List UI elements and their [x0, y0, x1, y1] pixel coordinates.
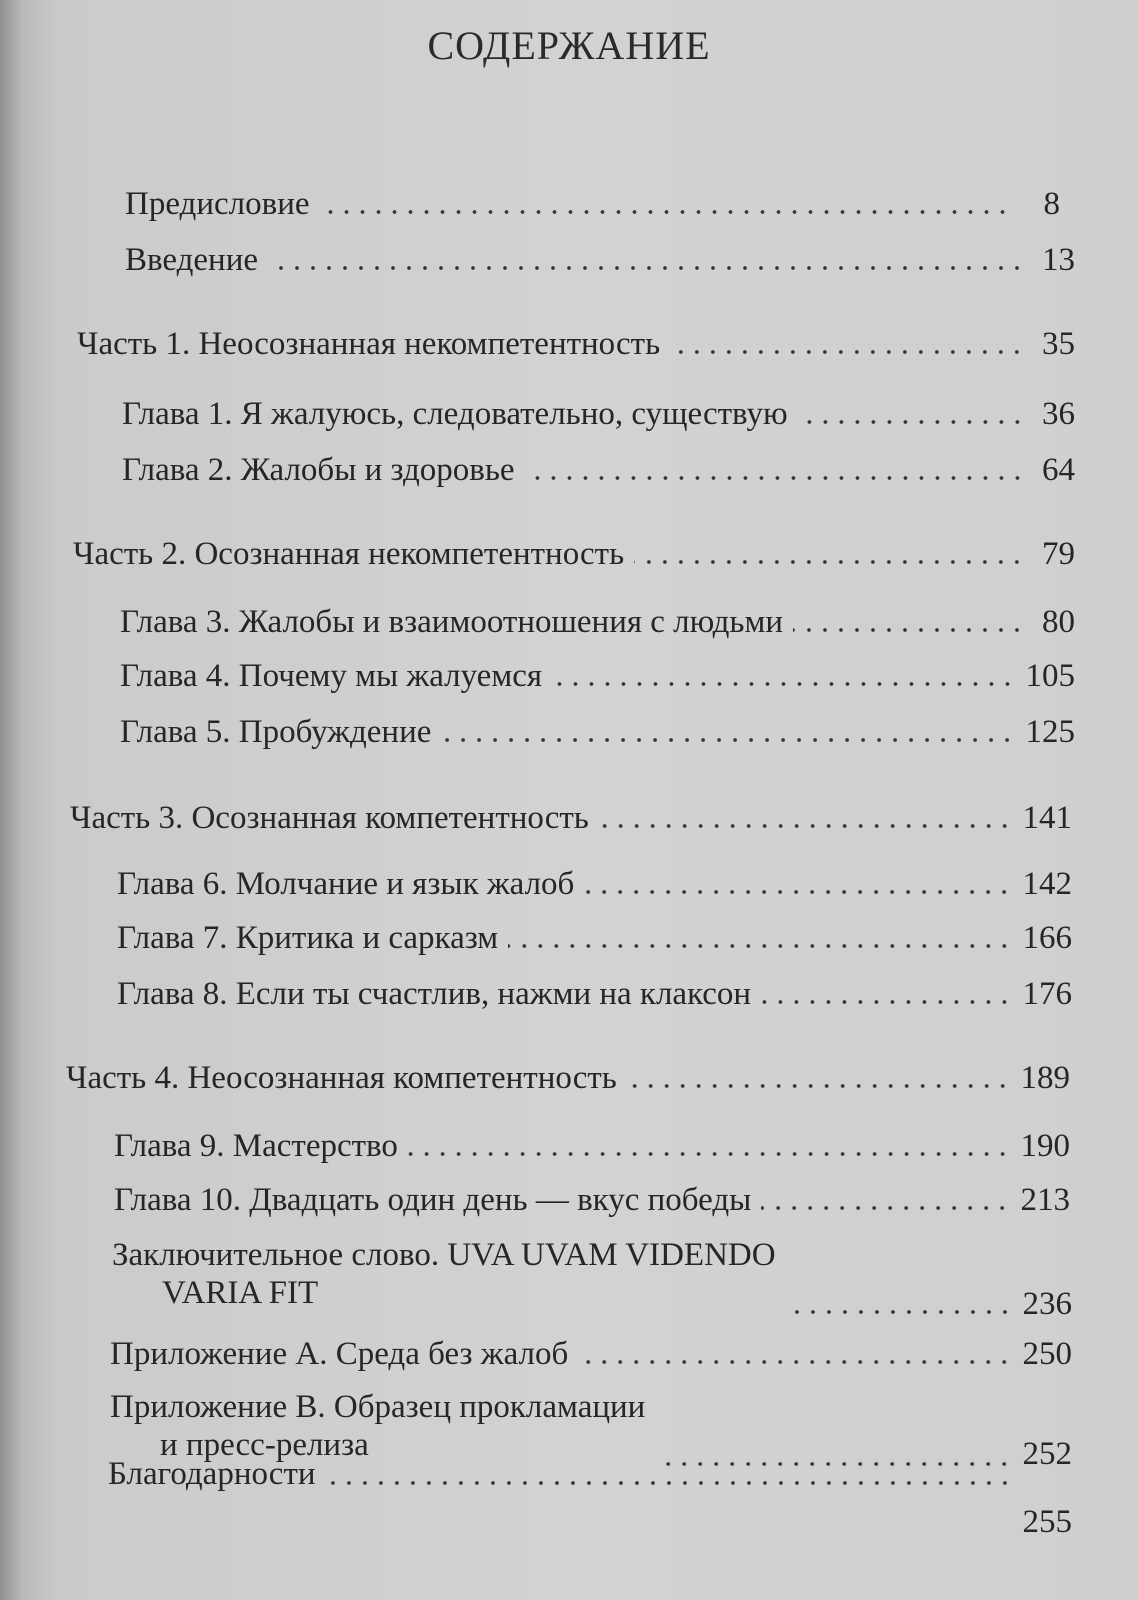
toc-entry-acknowledgements[interactable] [108, 1450, 1072, 1546]
dot-leader [408, 1151, 1011, 1157]
toc-entry-label-line2: VARIA FIT [162, 1275, 319, 1311]
toc-entry-label: Приложение А. Среда без жалоб [110, 1336, 569, 1372]
toc-entry-page: 79 [1042, 536, 1075, 572]
toc-entry-page: 252 [1022, 1436, 1072, 1472]
toc-entry-page: 64 [1042, 452, 1075, 488]
toc-entry-chapter-3[interactable] [120, 594, 1075, 642]
dot-leader [761, 1205, 1010, 1211]
dot-leader [441, 737, 1015, 743]
toc-entry-label: Глава 5. Пробуждение [120, 714, 432, 750]
toc-entry-page: 189 [1020, 1060, 1070, 1096]
toc-entry-page: 213 [1020, 1182, 1070, 1218]
toc-entry-page: 13 [1042, 242, 1075, 278]
toc-entry-part-1[interactable] [77, 316, 1075, 364]
toc-entry-page: 35 [1042, 326, 1075, 362]
dot-leader [786, 1309, 1013, 1315]
dot-leader [634, 559, 1025, 565]
toc-entry-page: 141 [1022, 800, 1072, 836]
dot-leader [627, 1083, 1011, 1089]
dot-leader [761, 999, 1012, 1005]
dot-leader [508, 943, 1012, 949]
toc-entry-label: Часть 2. Осознанная некомпетентность [73, 536, 625, 572]
toc-entry-label: Часть 4. Неосознанная компетентность [66, 1060, 617, 1096]
toc-entry-label: Часть 1. Неосознанная некомпетентность [77, 326, 661, 362]
toc-entry-label-line1: Приложение В. Образец прокламации [110, 1389, 646, 1425]
toc-entry-chapter-10[interactable] [114, 1172, 1070, 1220]
toc-entry-chapter-6[interactable] [117, 856, 1072, 904]
toc-entry-label [112, 1236, 776, 1312]
dot-leader [599, 823, 1013, 829]
toc-entry-label: Глава 6. Молчание и язык жалоб [117, 866, 575, 902]
toc-entry-page: 36 [1042, 396, 1075, 432]
toc-entry-page: 255 [1022, 1504, 1072, 1540]
toc-entry-label: Глава 1. Я жалуюсь, следовательно, существую [122, 396, 788, 432]
page-title: СОДЕРЖАНИЕ [427, 23, 711, 68]
toc-entry-label: Глава 2. Жалобы и здоровье [122, 452, 515, 488]
toc-entry-closing-word[interactable] [112, 1222, 1072, 1322]
toc-entry-page: 166 [1022, 920, 1072, 956]
toc-entry-label-line2: и пресс-релиза [160, 1427, 369, 1463]
dot-leader [320, 209, 1011, 215]
toc-entry-label-line1: Заключительное слово. UVA UVAM VIDENDO [112, 1237, 776, 1273]
dot-leader [525, 475, 1025, 481]
toc-entry-chapter-2[interactable] [122, 442, 1075, 490]
toc-entry-label: Предисловие [125, 186, 310, 222]
toc-entry-preface[interactable] [125, 176, 1060, 224]
toc-entry-label: Глава 8. Если ты счастлив, нажми на клаксон [117, 976, 752, 1012]
toc-entry-label: Введение [125, 242, 259, 278]
toc-entry-introduction[interactable] [125, 232, 1075, 280]
dot-leader [552, 681, 1015, 687]
toc-entry-part-2[interactable] [73, 526, 1075, 574]
toc-entry-label: Часть 3. Осознанная компетентность [70, 800, 589, 836]
toc-entry-page: 8 [1043, 186, 1060, 222]
toc-entry-page: 190 [1020, 1128, 1070, 1164]
dot-leader [268, 265, 1025, 271]
toc-entry-page: 142 [1022, 866, 1072, 902]
toc-entry-page: 236 [1022, 1286, 1072, 1322]
toc-entry-label: Благодарности [108, 1456, 316, 1492]
toc-entry-chapter-8[interactable] [117, 966, 1072, 1014]
toc-entry-part-3[interactable] [70, 790, 1072, 838]
toc-entry-page: 80 [1042, 604, 1075, 640]
toc-entry-page: 105 [1025, 658, 1075, 694]
toc-entry-chapter-7[interactable] [117, 910, 1072, 958]
dot-leader [798, 419, 1025, 425]
toc-entry-page: 250 [1022, 1336, 1072, 1372]
toc-entry-label: Глава 3. Жалобы и взаимоотношения с людьми [120, 604, 784, 640]
toc-entry-label: Глава 4. Почему мы жалуемся [120, 658, 543, 694]
dot-leader [326, 1480, 1013, 1486]
toc-entry-chapter-1[interactable] [122, 386, 1075, 434]
toc-entry-part-4[interactable] [66, 1050, 1070, 1098]
dot-leader [584, 889, 1012, 895]
toc-entry-page: 125 [1025, 714, 1075, 750]
dot-leader [793, 627, 1025, 633]
toc-entry-chapter-5[interactable] [120, 704, 1075, 752]
toc-entry-appendix-a[interactable] [110, 1326, 1072, 1374]
toc-entry-label: Глава 10. Двадцать один день — вкус победы [114, 1182, 752, 1218]
dot-leader [670, 349, 1025, 355]
toc-entry-chapter-9[interactable] [114, 1118, 1070, 1166]
dot-leader [578, 1359, 1012, 1365]
toc-entry-chapter-4[interactable] [120, 648, 1075, 696]
toc-entry-page: 176 [1022, 976, 1072, 1012]
toc-entry-label: Глава 7. Критика и сарказм [117, 920, 499, 956]
toc-entry-label: Глава 9. Мастерство [114, 1128, 398, 1164]
